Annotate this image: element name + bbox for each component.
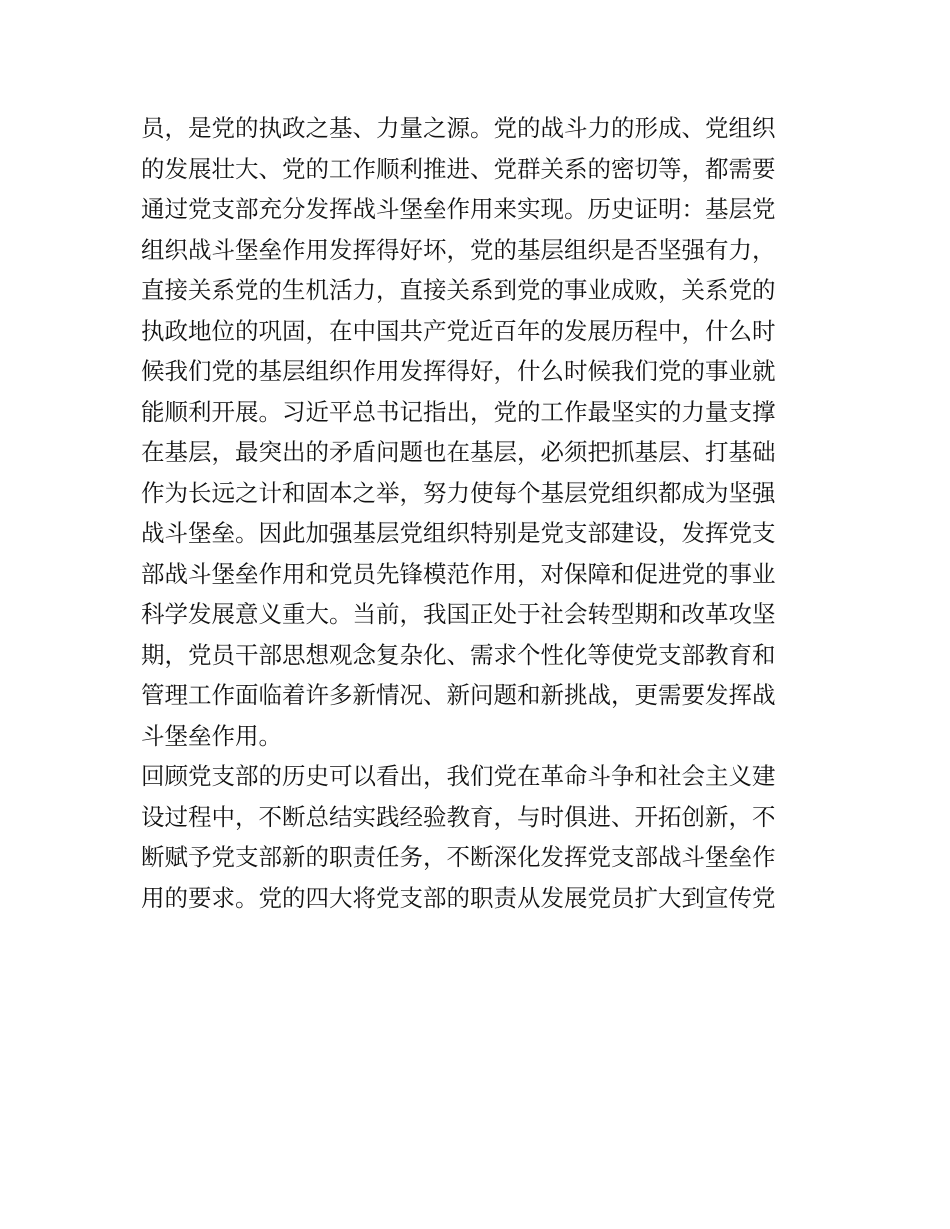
text-line: 通过党支部充分发挥战斗堡垒作用来实现。历史证明：基层党 <box>141 195 776 223</box>
text-line: 的发展壮大、党的工作顺利推进、党群关系的密切等，都需要 <box>141 154 776 183</box>
text-line: 直接关系党的生机活力，直接关系到党的事业成败，关系党的 <box>141 276 776 304</box>
text-line: 部战斗堡垒作用和党员先锋模范作用，对保障和促进党的事业 <box>141 559 776 588</box>
text-line: 战斗堡垒。因此加强基层党组织特别是党支部建设，发挥党支 <box>141 519 776 547</box>
text-line: 在基层，最突出的矛盾问题也在基层，必须把抓基层、打基础 <box>141 438 776 466</box>
text-line: 断赋予党支部新的职责任务，不断深化发挥党支部战斗堡垒作 <box>141 843 776 871</box>
text-line: 科学发展意义重大。当前，我国正处于社会转型期和改革攻坚 <box>141 600 776 628</box>
text-line: 组织战斗堡垒作用发挥得好坏，党的基层组织是否坚强有力， <box>141 235 776 264</box>
text-line: 管理工作面临着许多新情况、新问题和新挑战，更需要发挥战 <box>141 681 776 709</box>
text-line: 回顾党支部的历史可以看出，我们党在革命斗争和社会主义建 <box>141 762 776 790</box>
body-text <box>141 108 821 918</box>
text-line: 用的要求。党的四大将党支部的职责从发展党员扩大到宣传党 <box>141 883 776 912</box>
text-line: 能顺利开展。习近平总书记指出，党的工作最坚实的力量支撑 <box>141 397 776 426</box>
text-line: 作为长远之计和固本之举，努力使每个基层党组织都成为坚强 <box>141 478 776 507</box>
text-line: 斗堡垒作用。 <box>141 721 282 750</box>
text-line: 执政地位的巩固，在中国共产党近百年的发展历程中，什么时 <box>141 316 776 345</box>
text-line: 设过程中，不断总结实践经验教育，与时俱进、开拓创新，不 <box>141 802 776 831</box>
text-line: 期，党员干部思想观念复杂化、需求个性化等使党支部教育和 <box>141 640 776 669</box>
text-line: 候我们党的基层组织作用发挥得好，什么时候我们党的事业就 <box>141 357 776 385</box>
text-line: 员，是党的执政之基、力量之源。党的战斗力的形成、党组织 <box>141 114 776 142</box>
